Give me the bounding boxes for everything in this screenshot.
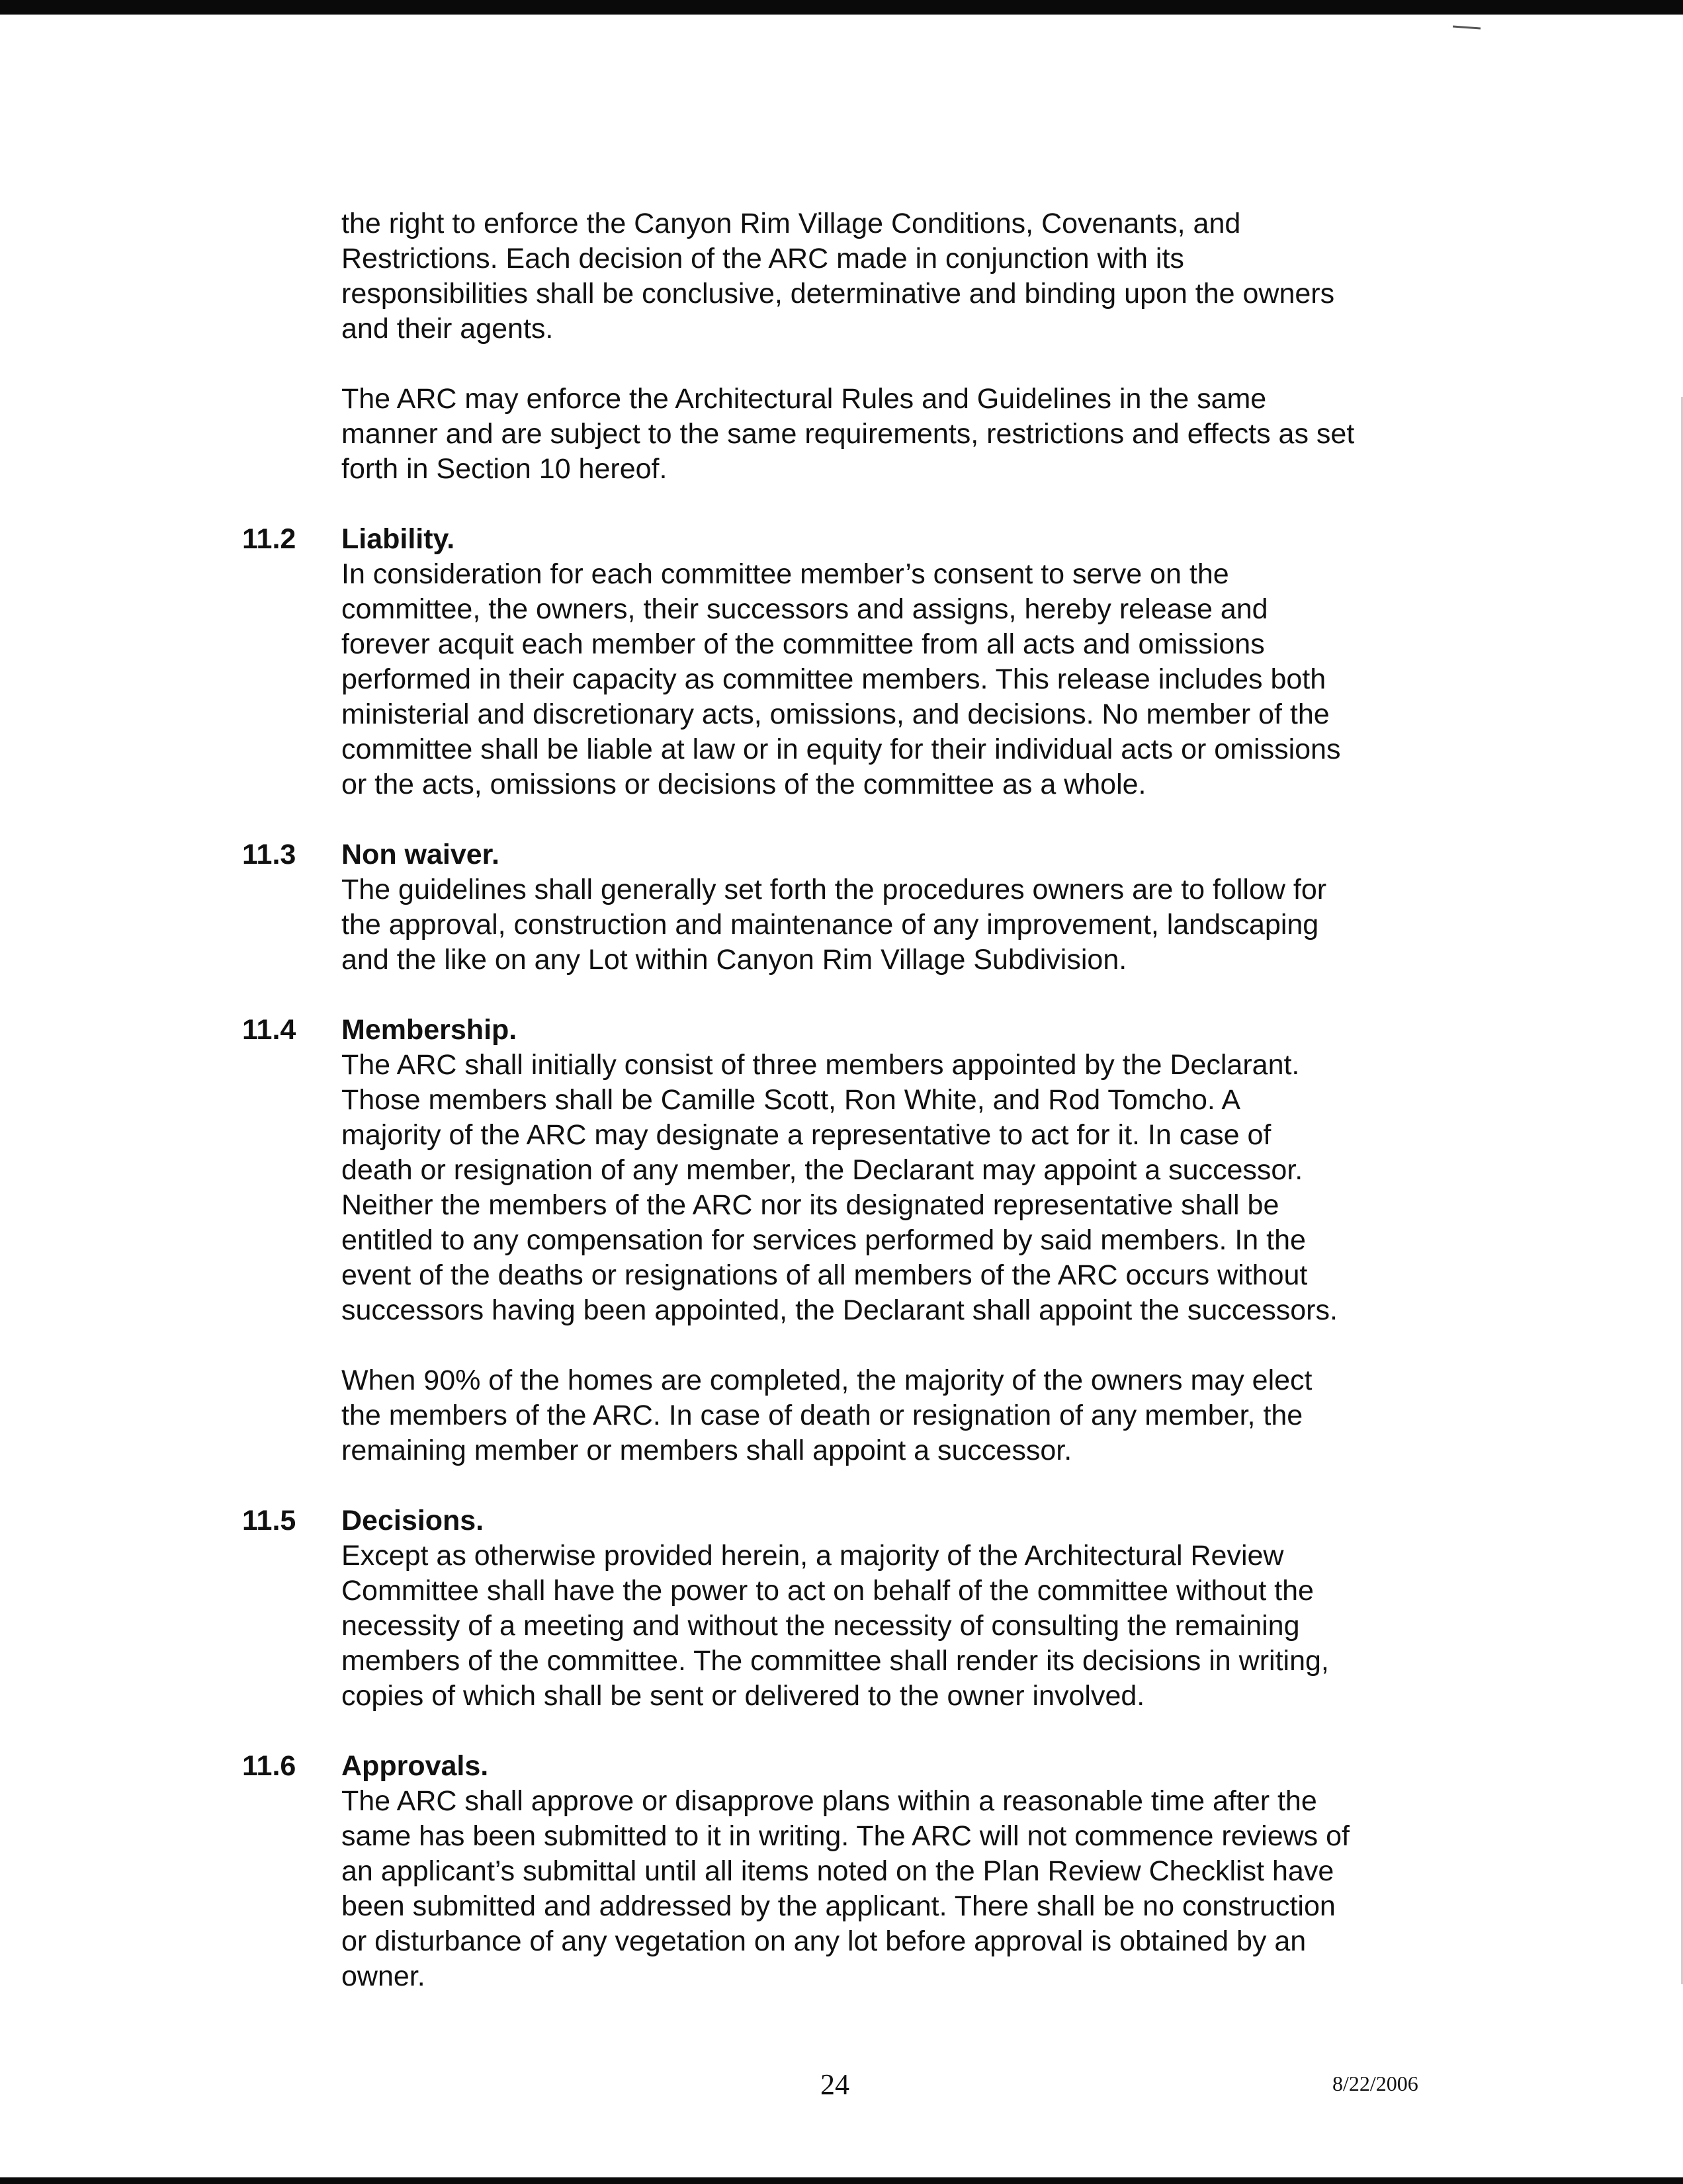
text-line: The ARC shall initially consist of three members appointed by the Declarant. bbox=[341, 1049, 1300, 1081]
text-line: owner. bbox=[341, 1960, 425, 1992]
section-number: 11.3 bbox=[242, 839, 296, 870]
section-title: Membership. bbox=[341, 1014, 517, 1046]
paragraph bbox=[341, 872, 1473, 978]
text-line: responsibilities shall be conclusive, determinative and binding upon the owners bbox=[341, 278, 1335, 310]
document-body bbox=[242, 206, 1473, 2029]
section-title: Decisions. bbox=[341, 1505, 484, 1536]
text-line: copies of which shall be sent or delivered to the owner involved. bbox=[341, 1680, 1145, 1712]
text-line: the members of the ARC. In case of death or resignation of any member, the bbox=[341, 1400, 1303, 1431]
text-line: Those members shall be Camille Scott, Ron White, and Rod Tomcho. A bbox=[341, 1084, 1241, 1116]
text-line: forth in Section 10 hereof. bbox=[341, 453, 668, 485]
paragraph bbox=[341, 1363, 1473, 1468]
section-title: Approvals. bbox=[341, 1750, 489, 1782]
text-line: majority of the ARC may designate a representative to act for it. In case of bbox=[341, 1119, 1272, 1151]
text-line: or the acts, omissions or decisions of the committee as a whole. bbox=[341, 769, 1146, 800]
section-11-5 bbox=[242, 1503, 1473, 1714]
text-line: members of the committee. The committee shall render its decisions in writing, bbox=[341, 1645, 1329, 1677]
section-11-3 bbox=[242, 837, 1473, 978]
section-11-4 bbox=[242, 1013, 1473, 1468]
scan-bottom-border bbox=[0, 2177, 1683, 2184]
text-line: ministerial and discretionary acts, omissions, and decisions. No member of the bbox=[341, 698, 1330, 730]
section-title: Non waiver. bbox=[341, 839, 499, 870]
text-line: successors having been appointed, the Declarant shall appoint the successors. bbox=[341, 1294, 1338, 1326]
text-line: The ARC shall approve or disapprove plans within a reasonable time after the bbox=[341, 1785, 1317, 1817]
text-line: The ARC may enforce the Architectural Rules and Guidelines in the same bbox=[341, 383, 1267, 415]
footer-date: 8/22/2006 bbox=[1332, 2072, 1418, 2095]
sections-list bbox=[242, 522, 1473, 1994]
text-line: committee shall be liable at law or in equity for their individual acts or omissions bbox=[341, 734, 1341, 765]
text-line: Neither the members of the ARC nor its designated representative shall be bbox=[341, 1189, 1279, 1221]
page-number: 24 bbox=[820, 2068, 849, 2101]
text-line: Restrictions. Each decision of the ARC made in conjunction with its bbox=[341, 243, 1184, 274]
text-line: death or resignation of any member, the Declarant may appoint a successor. bbox=[341, 1154, 1303, 1186]
paragraph bbox=[341, 1784, 1473, 1994]
text-line: an applicant’s submittal until all items noted on the Plan Review Checklist have bbox=[341, 1855, 1334, 1887]
section-11-2 bbox=[242, 522, 1473, 802]
text-line: forever acquit each member of the committee from all acts and omissions bbox=[341, 628, 1265, 660]
section-title: Liability. bbox=[341, 523, 455, 555]
text-line: or disturbance of any vegetation on any lot before approval is obtained by an bbox=[341, 1925, 1307, 1957]
text-line: When 90% of the homes are completed, the majority of the owners may elect bbox=[341, 1365, 1313, 1396]
text-line: been submitted and addressed by the applicant. There shall be no construction bbox=[341, 1890, 1336, 1922]
section-number: 11.2 bbox=[242, 523, 296, 555]
text-line: the right to enforce the Canyon Rim Village Conditions, Covenants, and bbox=[341, 208, 1241, 239]
paragraph bbox=[341, 1048, 1473, 1328]
text-line: and the like on any Lot within Canyon Rim Village Subdivision. bbox=[341, 944, 1127, 976]
paragraph bbox=[341, 206, 1473, 347]
text-line: the approval, construction and maintenance of any improvement, landscaping bbox=[341, 909, 1319, 941]
text-line: entitled to any compensation for services performed by said members. In the bbox=[341, 1224, 1306, 1256]
text-line: manner and are subject to the same requirements, restrictions and effects as set bbox=[341, 418, 1355, 450]
scan-artifact-mark bbox=[1453, 26, 1481, 30]
text-line: Committee shall have the power to act on behalf of the committee without the bbox=[341, 1575, 1314, 1607]
paragraph bbox=[341, 1538, 1473, 1714]
section-number: 11.6 bbox=[242, 1750, 296, 1782]
paragraph bbox=[341, 382, 1473, 487]
section-number: 11.4 bbox=[242, 1014, 296, 1046]
section-11-6 bbox=[242, 1749, 1473, 1994]
text-line: Except as otherwise provided herein, a majority of the Architectural Review bbox=[341, 1540, 1284, 1572]
intro-text bbox=[341, 206, 1473, 487]
scan-top-border bbox=[0, 0, 1683, 15]
text-line: and their agents. bbox=[341, 313, 554, 345]
text-line: In consideration for each committee member’s consent to serve on the bbox=[341, 558, 1229, 590]
section-number: 11.5 bbox=[242, 1505, 296, 1536]
text-line: committee, the owners, their successors and assigns, hereby release and bbox=[341, 593, 1268, 625]
text-line: remaining member or members shall appoint a successor. bbox=[341, 1435, 1072, 1466]
text-line: same has been submitted to it in writing. The ARC will not commence reviews of bbox=[341, 1820, 1350, 1852]
text-line: necessity of a meeting and without the necessity of consulting the remaining bbox=[341, 1610, 1300, 1642]
text-line: event of the deaths or resignations of all members of the ARC occurs without bbox=[341, 1259, 1308, 1291]
text-line: The guidelines shall generally set forth the procedures owners are to follow for bbox=[341, 874, 1327, 905]
paragraph bbox=[341, 557, 1473, 802]
text-line: performed in their capacity as committee members. This release includes both bbox=[341, 663, 1326, 695]
